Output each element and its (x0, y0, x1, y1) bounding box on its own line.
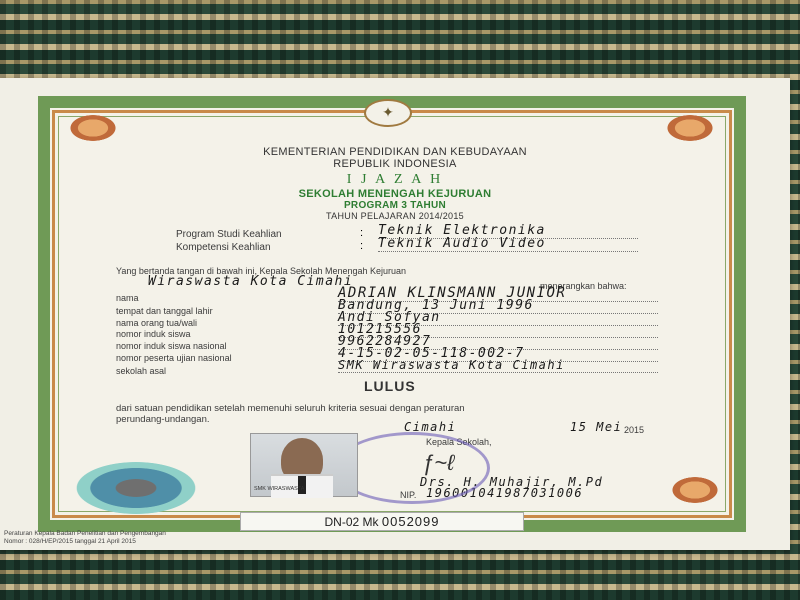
serial-prefix: Mk (362, 515, 379, 529)
program-value: Teknik Elektronika (378, 223, 638, 239)
nip-value: 196001041987031006 (426, 486, 584, 500)
garuda-emblem-icon: ✦ (364, 99, 412, 127)
serial-code: DN-02 (324, 515, 360, 529)
result-description-line-2: perundang-undangan. (116, 414, 210, 425)
field-label-parent: nama orang tua/wali (116, 318, 198, 328)
field-value-nis: 101215556 (338, 322, 658, 338)
competency-value: Teknik Audio Video (378, 236, 638, 252)
field-label-nisn: nomor induk siswa nasional (116, 341, 227, 351)
footer-regulation-line-2: Nomor : 028/H/EP/2015 tanggal 21 April 2015 (4, 538, 136, 545)
field-value-parent: Andi Sofyan (338, 310, 658, 326)
signature-mark-icon: ƒ~ℓ (422, 450, 455, 475)
footer-regulation-line-1: Peraturan Kepala Badan Penelitian dan Pengembangan (4, 530, 166, 537)
field-label-name: nama (116, 293, 139, 303)
principal-name: Drs. H. Muhajir, M.Pd (420, 475, 604, 489)
serial-number: 0052099 (381, 514, 440, 529)
field-value-origin-school: SMK Wiraswasta Kota Cimahi (338, 358, 658, 373)
photo-caption: SMK WIRASWASTA (254, 486, 305, 492)
competency-label: Kompetensi Keahlian (176, 242, 271, 253)
corner-ornament-top-left (58, 108, 128, 148)
field-value-birth: Bandung, 13 Juni 1996 (338, 298, 658, 314)
field-label-birth: tempat dan tanggal lahir (116, 306, 213, 316)
signature-date: 15 Mei (570, 420, 623, 434)
corner-ornament-top-right (655, 108, 725, 148)
program-label: Program Studi Keahlian (176, 229, 282, 240)
hologram-seal-icon (72, 460, 200, 516)
signature-place: Cimahi (404, 420, 457, 434)
field-value-exam-number: 4-15-02-05-118-002-7 (338, 346, 658, 362)
ministry-line-2: REPUBLIK INDONESIA (333, 158, 457, 170)
document-title: I J A Z A H (346, 172, 444, 187)
serial-number-box (240, 512, 524, 531)
program-duration: PROGRAM 3 TAHUN (343, 200, 447, 211)
graduation-status: LULUS (364, 378, 416, 394)
field-label-nis: nomor induk siswa (116, 329, 191, 339)
field-value-nisn: 9962284927 (338, 334, 658, 350)
ministry-line-1: KEMENTERIAN PENDIDIKAN DAN KEBUDAYAAN (263, 146, 527, 158)
field-label-exam-number: nomor peserta ujian nasional (116, 353, 232, 363)
field-value-name: ADRIAN KLINSMANN JUNIOR (338, 285, 658, 302)
corner-ornament-bottom-right (660, 470, 730, 510)
student-photo (250, 433, 358, 497)
school-name: Wiraswasta Kota Cimahi (148, 274, 354, 289)
school-type: SEKOLAH MENENGAH KEJURUAN (298, 188, 492, 200)
result-description-line-1: dari satuan pendidikan setelah memenuhi seluruh kriteria sesuai dengan peraturan (116, 403, 465, 414)
principal-title: Kepala Sekolah, (426, 437, 492, 447)
statement-intro: Yang bertanda tangan di bawah ini, Kepala Sekolah Menengah Kejuruan (116, 266, 407, 276)
signature-year: 2015 (624, 425, 645, 435)
field-label-origin-school: sekolah asal (116, 366, 167, 376)
nip-label: NIP. (400, 490, 417, 500)
declares-text: menerangkan bahwa: (540, 281, 627, 291)
academic-year: TAHUN PELAJARAN 2014/2015 (326, 211, 464, 221)
